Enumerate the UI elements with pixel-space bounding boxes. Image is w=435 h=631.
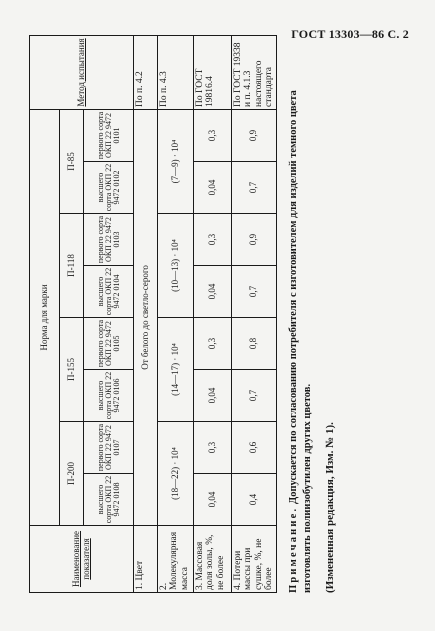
value-cell: 0,9 xyxy=(232,109,277,161)
value-cell: 0,04 xyxy=(194,370,232,422)
mass-value: (10—13) · 10⁴ xyxy=(158,214,194,318)
value-cell: 0,3 xyxy=(194,214,232,266)
test-method: По ГОСТ 19816.4 xyxy=(194,35,232,109)
param-column-header: Наименование показателя xyxy=(30,526,134,593)
mass-value: (14—17) · 10⁴ xyxy=(158,318,194,422)
grade-subheader: первого сорта ОКП 22 9472 0103 xyxy=(84,214,134,266)
rotated-content xyxy=(29,36,409,593)
grade-header: П-118 xyxy=(60,214,84,318)
value-cell: 0,7 xyxy=(232,370,277,422)
grade-header: П-200 xyxy=(60,422,84,526)
grade-subheader: высшего сорта ОКП 22 9472 0106 xyxy=(84,370,134,422)
norms-table xyxy=(29,35,277,593)
table-row xyxy=(232,35,277,592)
value-cell: 0,7 xyxy=(232,266,277,318)
grade-subheader: высшего сорта ОКП 22 9472 0102 xyxy=(84,162,134,214)
table-row xyxy=(194,35,232,592)
grade-subheader: первого сорта ОКП 22 9472 0105 xyxy=(84,318,134,370)
param-name: 3. Массовая доля золы, %, не более xyxy=(194,526,232,593)
method-column-header: Метод испытания xyxy=(30,35,134,109)
note-text: Допускается по согласованию потребителя с изготовителем для изделий темного цвета изготовлять полиизобутилен других цветов. xyxy=(288,90,313,593)
value-cell: 0,04 xyxy=(194,474,232,526)
page-header: ГОСТ 13303—86 С. 2 xyxy=(291,27,409,41)
test-method: По п. 4.3 xyxy=(158,35,194,109)
note-paragraph xyxy=(287,36,315,593)
param-name: 1. Цвет xyxy=(134,526,158,593)
table-row xyxy=(158,35,194,592)
color-value: От белого до светло-серого xyxy=(134,109,158,525)
notes-block xyxy=(287,36,337,593)
param-name: 4. Потери массы при сушке, %, не более xyxy=(232,526,277,593)
note-label: Примечание. xyxy=(288,506,299,593)
param-name: 2. Молекулярная масса xyxy=(158,526,194,593)
mass-value: (7—9) · 10⁴ xyxy=(158,109,194,213)
value-cell: 0,6 xyxy=(232,422,277,474)
grade-subheader: первого сорта ОКП 22 9472 0101 xyxy=(84,109,134,161)
value-cell: 0,7 xyxy=(232,162,277,214)
test-method: По п. 4.2 xyxy=(134,35,158,109)
value-cell: 0,04 xyxy=(194,162,232,214)
mass-value: (18—22) · 10⁴ xyxy=(158,422,194,526)
norm-header: Норма для марки xyxy=(30,109,60,525)
table-row xyxy=(134,35,158,592)
revision-note: (Измененная редакция, Изм. № 1). xyxy=(323,422,336,593)
value-cell: 0,4 xyxy=(232,474,277,526)
value-cell: 0,3 xyxy=(194,109,232,161)
grade-subheader: первого сорта ОКП 22 9472 0107 xyxy=(84,422,134,474)
grade-subheader: высшего сорта ОКП 22 9472 0108 xyxy=(84,474,134,526)
value-cell: 0,3 xyxy=(194,318,232,370)
grade-subheader: высшего сорта ОКП 22 9472 0104 xyxy=(84,266,134,318)
value-cell: 0,3 xyxy=(194,422,232,474)
grade-header: П-155 xyxy=(60,318,84,422)
value-cell: 0,8 xyxy=(232,318,277,370)
grade-header: П-85 xyxy=(60,109,84,213)
value-cell: 0,04 xyxy=(194,266,232,318)
value-cell: 0,9 xyxy=(232,214,277,266)
test-method: По ГОСТ 19338 и п. 4.1.3 настоящего стандарта xyxy=(232,35,277,109)
